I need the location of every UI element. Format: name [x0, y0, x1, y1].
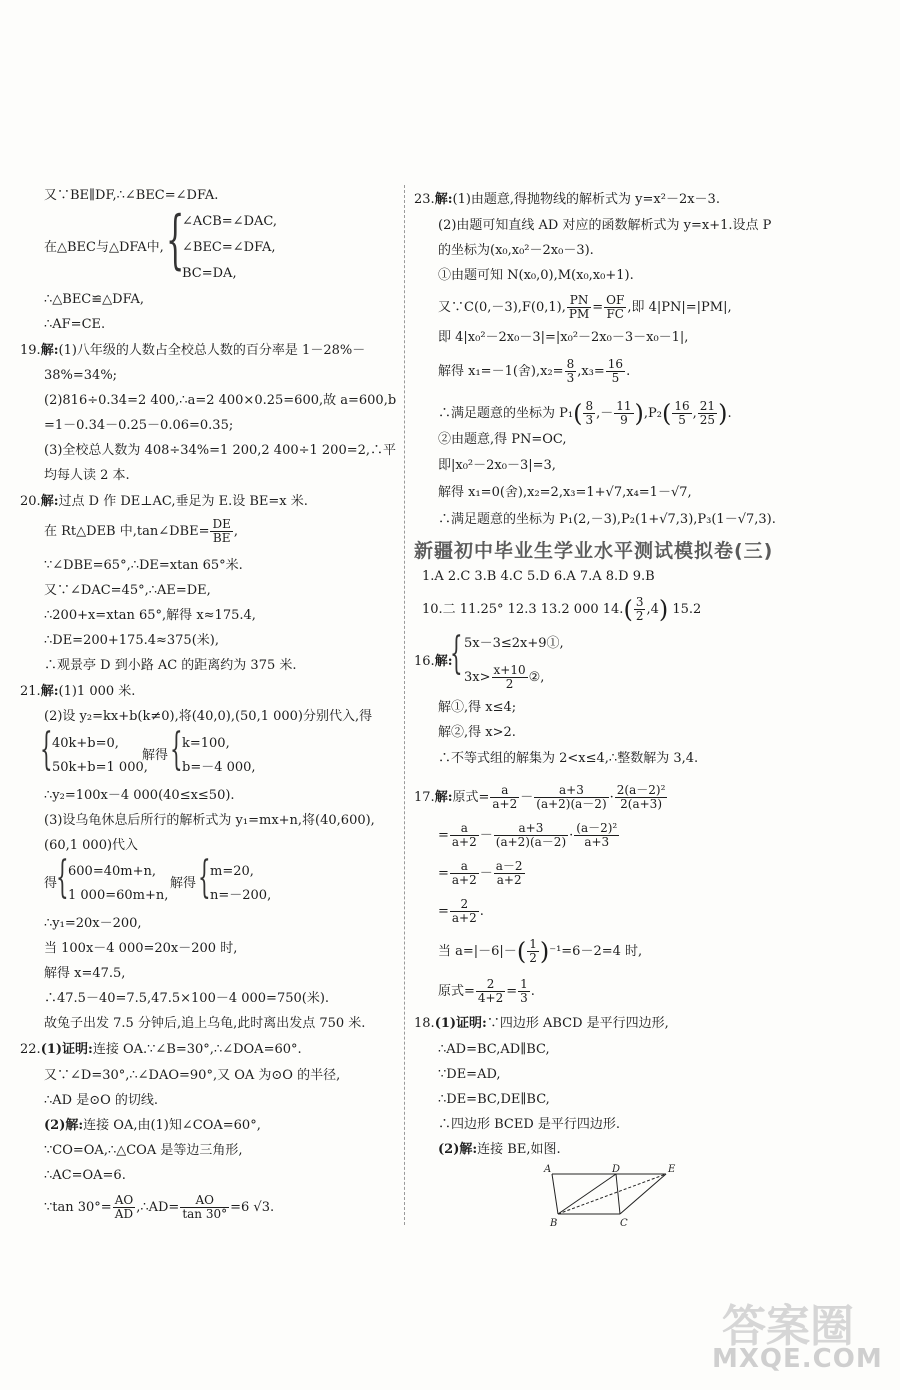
- text: .: [479, 904, 484, 919]
- numerator: a－2: [495, 859, 523, 873]
- denominator: tan 30°: [182, 1207, 228, 1221]
- numerator: a: [450, 822, 479, 836]
- system-line: 50k+b=1 000,: [52, 760, 148, 775]
- paren: (: [662, 399, 672, 428]
- answer-label: (1)证明:: [40, 1042, 93, 1057]
- answer-label: (1)证明:: [434, 1016, 487, 1031]
- denominator: 25: [699, 413, 716, 427]
- text-line: ∵∠DBE=65°,∴DE=xtan 65°米.: [44, 558, 243, 573]
- paren: ): [539, 937, 550, 966]
- fraction: [450, 822, 479, 849]
- text-line: 解得 x₁=0(舍),x₂=2,x₃=1+√7,x₄=1－√7,: [438, 485, 692, 500]
- text: (1)1 000 米.: [58, 684, 136, 699]
- question-number: 18.: [414, 1016, 435, 1031]
- fraction: [606, 358, 625, 385]
- text-line: ∵DE=AD,: [438, 1067, 501, 1082]
- text-line: ∴△BEC≌△DFA,: [44, 292, 144, 307]
- denominator: BE: [212, 531, 231, 545]
- text: (1)由题意,得抛物线的解析式为 y=x²－2x－3.: [452, 192, 720, 207]
- answer-label: 解:: [40, 494, 59, 509]
- numerator: AO: [180, 1194, 229, 1208]
- fraction: [583, 400, 595, 427]
- fraction: [634, 596, 646, 623]
- paren: ): [634, 399, 644, 428]
- paren: (: [623, 595, 633, 624]
- text-line: 解①,得 x≤4;: [438, 700, 517, 715]
- question-number: 17.: [414, 790, 435, 805]
- text-line: ∴200+x=xtan 65°,解得 x≈175.4,: [44, 608, 256, 623]
- text: 解得 x₁=－1(舍),x₂=: [438, 364, 564, 379]
- fraction: [492, 664, 528, 691]
- text: 在 Rt△DEB 中,tan∠DBE=: [44, 524, 210, 539]
- watermark-logo: 答案圈: [722, 1301, 854, 1352]
- text-line: 即 4|x₀²－2x₀－3|=|x₀²－2x₀－3－x₀－1|,: [438, 330, 689, 345]
- question-number: 22.: [20, 1042, 41, 1057]
- numerator: a+3: [534, 784, 608, 798]
- text: ⁻¹=6－2=4 时,: [549, 944, 643, 959]
- numerator: PN: [567, 294, 591, 308]
- text: 原式=: [438, 984, 475, 999]
- numerator: 2: [476, 978, 505, 992]
- text-line: (3)设乌龟休息后所行的解析式为 y₁=mx+n,将(40,600),: [44, 813, 375, 828]
- denominator: 3: [566, 371, 575, 385]
- text: 15.2: [668, 602, 702, 617]
- text-line: 均每人读 2 本.: [44, 468, 130, 483]
- numerator: a: [490, 784, 519, 798]
- denominator: a+2: [492, 797, 518, 811]
- system-line: ∠BEC=∠DFA,: [182, 240, 276, 255]
- text: ,P₂: [643, 406, 662, 421]
- text-line: ∴满足题意的坐标为 P₁(2,－3),P₂(1+√7,3),P₃(1－√7,3).: [438, 512, 776, 527]
- text-line: (3)全校总人数为 408÷34%=1 200,2 400÷1 200=2,∴平: [44, 443, 397, 458]
- answer-label: 解:: [40, 684, 59, 699]
- question-number: 19.: [20, 343, 41, 358]
- text: ∵四边形 ABCD 是平行四边形,: [486, 1016, 669, 1031]
- system-line: m=20,: [210, 864, 254, 879]
- text: 原式=: [452, 790, 490, 805]
- question-17: [414, 784, 668, 811]
- question-23: [414, 192, 720, 208]
- text-line: ∴AF=CE.: [44, 317, 106, 332]
- denominator: 2(a+3): [620, 797, 662, 811]
- text-line: =1－0.34－0.25－0.06=0.35;: [44, 418, 234, 433]
- fraction: [604, 294, 626, 321]
- text-line: ∴AD=BC,AD∥BC,: [438, 1042, 550, 1057]
- text: －: [479, 828, 493, 843]
- numerator: (a－2)²: [576, 821, 618, 835]
- text-line: [438, 358, 630, 385]
- question-number: 16.: [414, 654, 435, 669]
- text: ,－: [596, 406, 614, 421]
- text: .: [626, 364, 631, 379]
- denominator: a+2: [496, 873, 522, 887]
- text-line: 解②,得 x>2.: [438, 725, 516, 740]
- text: =: [506, 984, 518, 999]
- text: －: [520, 790, 534, 805]
- answer-label: 解:: [434, 192, 453, 207]
- text: =: [592, 300, 604, 315]
- answer-label: 解:: [434, 790, 453, 805]
- answer-label: 解:: [434, 654, 453, 669]
- text-line: 当 100x－4 000=20x－200 时,: [44, 941, 238, 956]
- text: 又∵C(0,－3),F(0,1),: [438, 300, 566, 315]
- answer-label: (2)解:: [438, 1142, 478, 1157]
- question-16: [414, 654, 453, 670]
- segment-CE: [620, 1174, 666, 1214]
- text-line: 又∵∠DAC=45°,∴AE=DE,: [44, 583, 211, 598]
- brace: {: [170, 724, 183, 775]
- denominator: AD: [114, 1207, 134, 1221]
- text-line: 1.A 2.C 3.B 4.C 5.D 6.A 7.A 8.D 9.B: [422, 569, 655, 584]
- text-line: [438, 938, 642, 965]
- text-line: [438, 978, 535, 1005]
- denominator: 3: [520, 991, 528, 1005]
- question-21: [20, 684, 135, 700]
- text-line: ∴DE=BC,DE∥BC,: [438, 1092, 550, 1107]
- text: ,: [692, 406, 697, 421]
- label-B: B: [550, 1218, 558, 1229]
- text: ∵tan 30°=: [44, 1200, 112, 1215]
- text: ,: [233, 524, 239, 539]
- text-line: ∴观景亭 D 到小路 AC 的距离约为 375 米.: [44, 658, 297, 673]
- denominator: 3: [585, 413, 594, 427]
- text-line: 即|x₀²－2x₀－3|=3,: [438, 458, 556, 473]
- text: =: [438, 866, 449, 881]
- text: .: [727, 406, 732, 421]
- fraction: [210, 518, 232, 545]
- question-number: 23.: [414, 192, 435, 207]
- denominator: 9: [620, 413, 628, 427]
- text-line: ∴DE=200+175.4≈375(米),: [44, 633, 219, 648]
- text: (1)八年级的人数占全校总人数的百分率是 1－28%－: [58, 343, 366, 358]
- answer-label: 解:: [40, 343, 59, 358]
- fraction: [180, 1194, 229, 1221]
- numerator: 16: [674, 399, 690, 413]
- fraction: [518, 978, 530, 1005]
- label-A: A: [544, 1164, 552, 1175]
- text: 得: [44, 876, 58, 891]
- text: .: [530, 984, 535, 999]
- system-line: ∠ACB=∠DAC,: [182, 214, 277, 229]
- paren: (: [516, 937, 527, 966]
- system-line: BC=DA,: [182, 266, 237, 281]
- question-19: [20, 343, 365, 359]
- fraction: [698, 400, 717, 427]
- text: ·: [609, 790, 614, 805]
- watermark-url: MXQE.COM: [712, 1344, 883, 1374]
- text-line: ∴47.5－40=7.5,47.5×100－4 000=750(米).: [44, 991, 330, 1006]
- numerator: 2: [450, 898, 479, 912]
- text-line: (2)设 y₂=kx+b(k≠0),将(40,0),(50,1 000)分别代入,得: [44, 709, 373, 724]
- text-line: (60,1 000)代入: [44, 838, 139, 853]
- numerator: 21: [699, 399, 716, 413]
- text: ,即 4|PN|=|PM|,: [627, 300, 732, 315]
- brace: {: [40, 724, 53, 775]
- fraction: [567, 294, 591, 321]
- fraction: [450, 898, 479, 925]
- numerator: 11: [616, 399, 632, 413]
- paren: ): [658, 595, 669, 624]
- question-number: 20.: [20, 494, 41, 509]
- question-number: 21.: [20, 684, 41, 699]
- fraction: [476, 978, 505, 1005]
- text: 解得: [170, 876, 197, 891]
- system-line: n=－200,: [210, 888, 272, 903]
- text: －: [479, 866, 493, 881]
- numerator: a+3: [494, 822, 568, 836]
- denominator: 2: [635, 609, 644, 623]
- text-line: ∴不等式组的解集为 2<x≤4,∴整数解为 3,4.: [438, 751, 699, 766]
- fraction: [450, 860, 479, 887]
- text: ,∴AD=: [136, 1200, 180, 1215]
- text: 连接 BE,如图.: [477, 1142, 561, 1157]
- text-line: 的坐标为(x₀,x₀²－2x₀－3).: [438, 243, 594, 258]
- text-line: [438, 898, 484, 925]
- fraction: [574, 822, 619, 849]
- text-line: [438, 294, 732, 321]
- numerator: x+10: [493, 663, 526, 677]
- text-line: [438, 1142, 561, 1158]
- brace: {: [166, 203, 185, 277]
- text-line: 又∵BE∥DF,∴∠BEC=∠DFA.: [44, 188, 219, 203]
- text: 解得: [142, 748, 169, 763]
- numerator: 8: [585, 399, 594, 413]
- text-line: 在△BEC与△DFA中,: [44, 240, 164, 255]
- text-line: (2)由题可知直线 AD 对应的函数解析式为 y=x+1.设点 P: [438, 218, 772, 233]
- fraction: [615, 784, 668, 811]
- segment-AB: [552, 1174, 558, 1214]
- denominator: 2: [505, 677, 514, 691]
- text: 当 a=|－6|－: [438, 944, 517, 959]
- text-line: ∴AD 是⊙O 的切线.: [44, 1093, 159, 1108]
- text-line: ②由题意,得 PN=OC,: [438, 432, 567, 447]
- paren: ): [718, 399, 728, 428]
- label-C: C: [620, 1218, 628, 1229]
- text-line: [438, 400, 732, 427]
- text-line: [44, 1194, 274, 1221]
- text-line: ∴四边形 BCED 是平行四边形.: [438, 1117, 621, 1132]
- text-line: [422, 596, 701, 623]
- text: 3x>: [464, 670, 491, 685]
- brace: {: [198, 852, 211, 903]
- text-line: [44, 1118, 261, 1134]
- text-line: 解得 x=47.5,: [44, 966, 126, 981]
- paren: (: [573, 399, 583, 428]
- text-line: 又∵∠D=30°,∴∠DAO=90°,又 OA 为⊙O 的半径,: [44, 1068, 341, 1083]
- numerator: 1: [529, 937, 537, 951]
- text: =: [438, 828, 449, 843]
- denominator: a+2: [451, 873, 477, 887]
- numerator: 2(a－2)²: [616, 783, 666, 797]
- numerator: 16: [607, 357, 624, 371]
- text-line: ∵CO=OA,∴△COA 是等边三角形,: [44, 1143, 243, 1158]
- denominator: FC: [606, 307, 624, 321]
- denominator: 4+2: [477, 991, 504, 1005]
- text-line: [438, 822, 620, 849]
- question-20: [20, 494, 308, 510]
- system-line: 40k+b=0,: [52, 736, 119, 751]
- text: ·: [569, 828, 574, 843]
- section-header: 新疆初中毕业生学业水平测试模拟卷(三): [414, 540, 774, 562]
- parallelogram-figure: [534, 1162, 684, 1232]
- denominator: a+2: [451, 835, 477, 849]
- denominator: PM: [568, 307, 590, 321]
- fraction: [614, 400, 633, 427]
- numerator: a: [450, 860, 479, 874]
- text: 连接 OA,由(1)知∠COA=60°,: [83, 1118, 261, 1133]
- text-line: ∴y₁=20x－200,: [44, 916, 142, 931]
- text-line: [438, 860, 526, 887]
- text-line: 故兔子出发 7.5 分钟后,追上乌龟,此时离出发点 750 米.: [44, 1016, 366, 1031]
- segment-DC: [616, 1174, 620, 1214]
- fraction: [494, 860, 525, 887]
- brace: {: [450, 628, 463, 679]
- denominator: (a+2)(a－2): [495, 835, 567, 849]
- denominator: 2: [529, 951, 537, 965]
- question-22: [20, 1042, 302, 1058]
- fraction: [565, 358, 577, 385]
- system-line: 5x－3≤2x+9①,: [464, 636, 564, 651]
- text: ②,: [528, 670, 545, 685]
- fraction: [490, 784, 519, 811]
- denominator: (a+2)(a－2): [536, 797, 607, 811]
- denominator: a+3: [584, 835, 610, 849]
- system-line: k=100,: [182, 736, 230, 751]
- column-divider: [404, 185, 405, 1225]
- brace: {: [56, 852, 69, 903]
- text-line: ①由题可知 N(x₀,0),M(x₀,x₀+1).: [438, 268, 634, 283]
- text-line: 38%=34%;: [44, 368, 118, 383]
- numerator: AO: [114, 1193, 134, 1207]
- segment-BD: [558, 1174, 616, 1214]
- label-D: D: [612, 1164, 621, 1175]
- system-line: 600=40m+n,: [68, 864, 156, 879]
- text: ,x₃=: [577, 364, 605, 379]
- text: =: [438, 904, 449, 919]
- fraction: [494, 822, 568, 849]
- fraction: [113, 1194, 136, 1221]
- numerator: 3: [635, 595, 644, 609]
- fraction: [534, 784, 608, 811]
- segment-BE: [558, 1174, 666, 1214]
- fraction: [672, 400, 691, 427]
- denominator: 5: [611, 371, 620, 385]
- text: 10.二 11.25° 12.3 13.2 000 14.: [422, 602, 624, 617]
- text: 过点 D 作 DE⊥AC,垂足为 E.设 BE=x 米.: [58, 494, 308, 509]
- label-E: E: [668, 1164, 676, 1175]
- numerator: DE: [212, 517, 231, 531]
- text-line: ∴AC=OA=6.: [44, 1168, 126, 1183]
- text: ∴满足题意的坐标为 P₁: [438, 406, 574, 421]
- denominator: a+2: [451, 911, 477, 925]
- text-line: ∴y₂=100x－4 000(40≤x≤50).: [44, 788, 235, 803]
- text-line: [44, 518, 238, 545]
- fraction: [527, 938, 539, 965]
- system-line: [464, 664, 544, 691]
- text-line: (2)816÷0.34=2 400,∴a=2 400×0.25=600,故 a=600,b: [44, 393, 397, 408]
- question-18: [414, 1016, 669, 1032]
- numerator: 8: [566, 357, 575, 371]
- system-line: 1 000=60m+n,: [68, 888, 169, 903]
- text: =6 √3.: [230, 1200, 275, 1215]
- numerator: 1: [520, 977, 528, 991]
- denominator: 5: [678, 413, 686, 427]
- text: ,4: [646, 602, 659, 617]
- text: 连接 OA.∵∠B=30°,∴∠DOA=60°.: [92, 1042, 302, 1057]
- answer-label: (2)解:: [44, 1118, 84, 1133]
- numerator: OF: [606, 293, 625, 307]
- system-line: b=－4 000,: [182, 760, 256, 775]
